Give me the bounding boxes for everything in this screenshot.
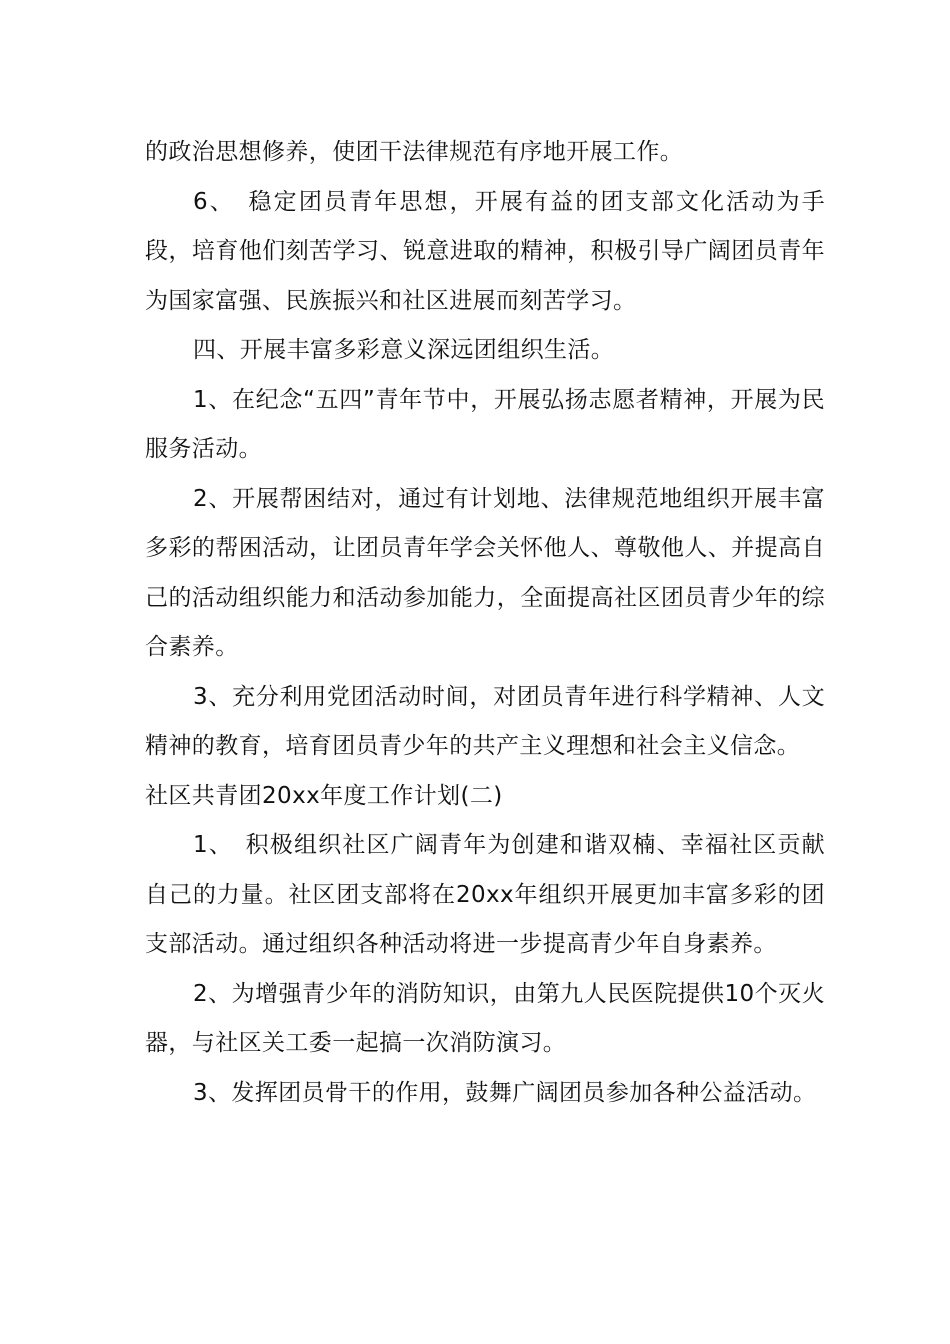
paragraph-item-6: 6、 稳定团员青年思想，开展有益的团支部文化活动为手段，培育他们刻苦学习、锐意进取的精神，积极引导广阔团员青年为国家富强、民族振兴和社区进展而刻苦学习。 bbox=[145, 188, 825, 314]
plan-item-1: 1、 积极组织社区广阔青年为创建和谐双楠、幸福社区贡献自己的力量。社区团支部将在20xx年组织开展更加丰富多彩的团支部活动。通过组织各种活动将进一步提高青少年自身素养。 bbox=[145, 832, 825, 957]
section-heading-four: 四、开展丰富多彩意义深远团组织生活。 bbox=[193, 337, 615, 363]
paragraph-continuation: 的政治思想修养，使团干法律规范有序地开展工作。 bbox=[145, 139, 684, 165]
plan-item-2: 2、为增强青少年的消防知识，由第九人民医院提供10个灭火器，与社区关工委一起搞一次消防演习。 bbox=[145, 980, 825, 1056]
paragraph-item-3: 3、充分利用党团活动时间，对团员青年进行科学精神、人文精神的教育，培育团员青少年的共产主义理想和社会主义信念。 bbox=[145, 683, 825, 759]
plan-item-3: 3、发挥团员骨干的作用，鼓舞广阔团员参加各种公益活动。 bbox=[193, 1079, 817, 1106]
document-body bbox=[145, 128, 825, 1118]
document-section-title: 社区共青团20xx年度工作计划(二) bbox=[145, 782, 503, 809]
paragraph-item-2: 2、开展帮困结对，通过有计划地、法律规范地组织开展丰富多彩的帮困活动，让团员青年学会关怀他人、尊敬他人、并提高自己的活动组织能力和活动参加能力，全面提高社区团员青少年的综合素养。 bbox=[145, 485, 825, 660]
paragraph-item-1: 1、在纪念“五四”青年节中，开展弘扬志愿者精神，开展为民服务活动。 bbox=[145, 386, 825, 462]
